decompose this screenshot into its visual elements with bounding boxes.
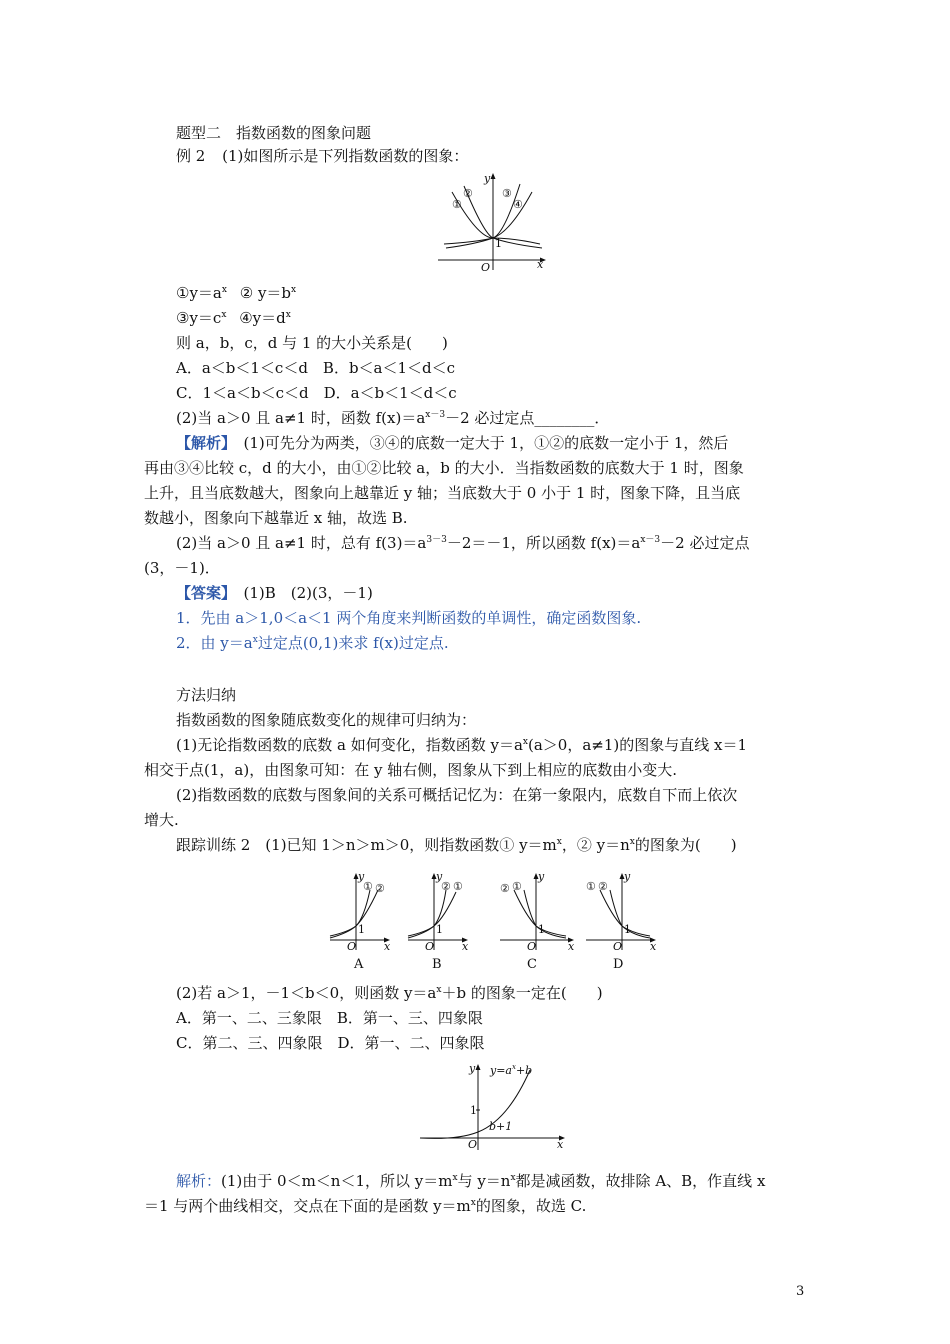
method-line-2: (1)无论指数函数的底数 a 如何变化，指数函数 $y=a^x(a>0$，a≠1)的图象与直线 x＝1 (176, 736, 748, 754)
origin-label: O (481, 261, 491, 274)
analysis-tag: 【解析】 (176, 434, 229, 452)
training-options-1: A．第一、二、三象限 B．第一、三、四象限 (176, 1009, 483, 1027)
choice-label-b: B (432, 957, 442, 972)
svg-text:O: O (347, 940, 357, 953)
svg-text:①: ① (586, 880, 596, 893)
choice-graph-a (326, 870, 392, 970)
analysis-line-2: 再由③④比较 c，d 的大小，由①②比较 a，b 的大小．当指数函数的底数大于 1 时，图象 (144, 459, 744, 477)
example-q1-intro: (1)如图所示是下列指数函数的图象： (222, 147, 469, 165)
training-options-2: C．第二、三、四象限 D．第一、二、四象限 (176, 1034, 485, 1052)
solution-line-1: 解析：(1)由于 0＜m＜n＜1，所以 $y=m^x$与 $y=n^x$都是减函数，故排除 A、B，作直线 x (176, 1172, 766, 1190)
axis-x-label: x (537, 258, 544, 271)
svg-text:x: x (557, 1138, 564, 1151)
section-title: 题型二 指数函数的图象问题 (176, 124, 372, 142)
svg-text:O: O (468, 1138, 478, 1151)
answer-tip-2: 2．由 $y=a^x$过定点(0,1)来求 f(x)过定点. (176, 634, 449, 652)
example-question: 则 a，b，c，d 与 1 的大小关系是( ) (176, 334, 448, 352)
analysis-line-6: (3，－1)． (144, 559, 220, 577)
choice-label-a: A (354, 957, 364, 972)
figure-exponential-graphs (438, 172, 548, 272)
choice-graph-d (582, 870, 658, 970)
svg-text:O: O (613, 940, 623, 953)
svg-text:y: y (358, 870, 365, 883)
svg-text:1: 1 (470, 1104, 477, 1117)
svg-text:y: y (624, 870, 631, 883)
answer-line: 【答案】 (1)B (2)(3，－1) (176, 584, 373, 602)
svg-text:y: y (538, 870, 545, 883)
svg-text:1: 1 (624, 923, 631, 936)
solution-line-2: ＝1 与两个曲线相交，交点在下面的是函数 $y=m^x$的图象，故选 C. (144, 1197, 587, 1215)
solution-tag: 解析： (176, 1172, 222, 1190)
analysis-line-3: 上升，且当底数越大，图象向上越靠近 y 轴；当底数大于 0 小于 1 时，图象下降，且当底 (144, 484, 741, 502)
analysis-line-4: 数越小，图象向下越靠近 x 轴，故选 B. (144, 509, 408, 527)
graph-label-1: ① (452, 198, 462, 211)
tick-1-label: 1 (495, 237, 502, 250)
svg-text:x: x (650, 940, 657, 953)
choice-label-d: D (613, 957, 624, 972)
method-title: 方法归纳 (176, 686, 237, 704)
function-list-row-2: $③y=c^x$ $④y=d^x$ (176, 309, 291, 327)
method-line-3: 相交于点(1，a)，由图象可知：在 y 轴右侧，图象从下到上相应的底数由小变大. (144, 761, 677, 779)
svg-text:②: ② (441, 880, 451, 893)
axis-y-label: y (484, 172, 491, 185)
choice-graph-b (404, 870, 470, 970)
analysis-line-1: 【解析】 (1)可先分为两类，③④的底数一定大于 1，①②的底数一定小于 1，然后 (176, 434, 729, 452)
method-line-4: (2)指数函数的底数与图象间的关系可概括记忆为：在第一象限内，底数自下而上依次 (176, 786, 738, 804)
svg-text:①: ① (453, 880, 463, 893)
graph-label-2: ② (463, 187, 473, 200)
svg-text:②: ② (500, 882, 510, 895)
example-heading (176, 145, 468, 167)
svg-text:②: ② (598, 880, 608, 893)
graph-label-4: ④ (513, 198, 523, 211)
answer-tip-1: 1．先由 a＞1,0＜a＜1 两个角度来判断函数的单调性，确定函数图象. (176, 609, 642, 627)
svg-text:b+1: b+1 (489, 1120, 513, 1133)
svg-text:x: x (568, 940, 575, 953)
choice-label-c: C (527, 957, 537, 972)
answer-tag: 【答案】 (176, 584, 229, 602)
page-number: 3 (796, 1284, 805, 1299)
curve-label: $y=a^x+b$ (490, 1063, 533, 1077)
example-label: 例 2 (176, 147, 206, 165)
function-list-row-1: $①y=a^x$ ② $y=b^x$ (176, 284, 297, 302)
svg-text:①: ① (363, 880, 373, 893)
svg-text:②: ② (375, 882, 385, 895)
method-line-1: 指数函数的图象随底数变化的规律可归纳为： (176, 711, 477, 729)
svg-text:x: x (462, 940, 469, 953)
options-row-1: A．a＜b＜1＜c＜d B．b＜a＜1＜d＜c (176, 359, 456, 377)
training-q1: 跟踪训练 2 (1)已知 1＞n＞m＞0，则指数函数① $y=m^x$，② $y=n^x$的图象为( ) (176, 836, 737, 854)
svg-text:y: y (436, 870, 443, 883)
figure-shifted-exponential (418, 1062, 568, 1152)
analysis-line-5: (2)当 a＞0 且 a≠1 时，总有 $f(3)=a^{3-3}-2=-1$，所以函数 $f(x)=a^{x-3}-2$ 必过定点 (176, 534, 750, 552)
example-q2: (2)当 a＞0 且 a≠1 时，函数 $f(x)=a^{x-3}-2$ 必过定点________． (176, 409, 610, 427)
svg-text:1: 1 (436, 923, 443, 936)
svg-text:1: 1 (358, 923, 365, 936)
method-line-5: 增大. (144, 811, 179, 829)
svg-text:①: ① (512, 880, 522, 893)
svg-text:x: x (384, 940, 391, 953)
svg-text:y: y (469, 1062, 476, 1075)
choice-graph-c (496, 870, 576, 970)
options-row-2: C．1＜a＜b＜c＜d D．a＜b＜1＜d＜c (176, 384, 457, 402)
graph-label-3: ③ (502, 187, 512, 200)
svg-text:O: O (425, 940, 435, 953)
svg-text:1: 1 (538, 923, 545, 936)
svg-text:O: O (527, 940, 537, 953)
training-q2: (2)若 a＞1，－1＜b＜0，则函数 $y=a^x+b$ 的图象一定在( ) (176, 984, 603, 1002)
